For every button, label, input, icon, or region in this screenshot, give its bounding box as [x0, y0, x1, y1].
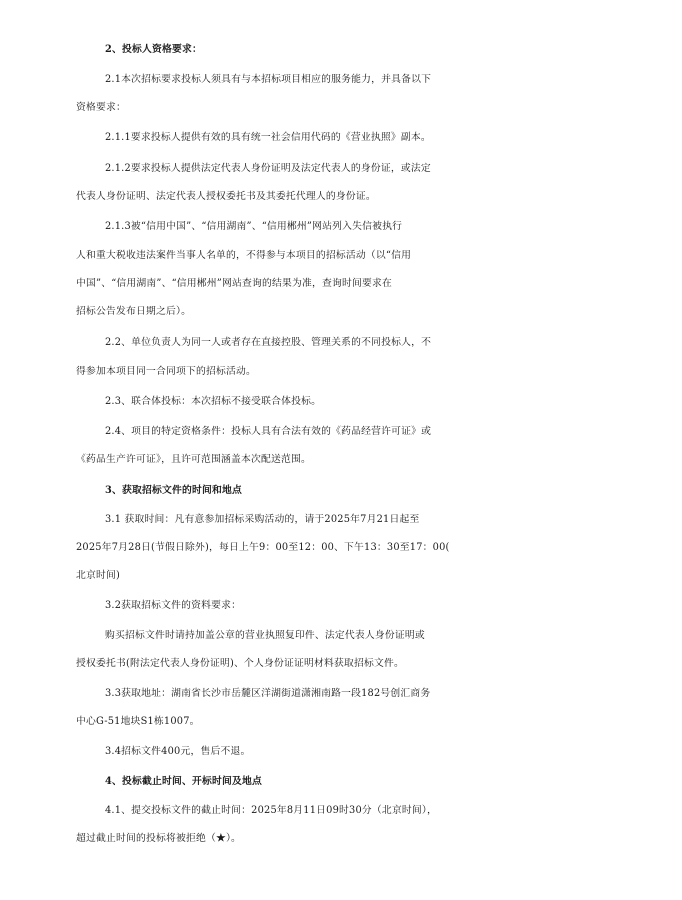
- text-line: 3.1 获取时间：凡有意参加招标采购活动的，请于2025年7月21日起至: [105, 514, 420, 525]
- text-line: 2.4、项目的特定资格条件：投标人具有合法有效的《药品经营许可证》或: [105, 426, 432, 437]
- text-line: 2.1.2要求投标人提供法定代表人身份证明及法定代表人的身份证，或法定: [105, 163, 431, 174]
- text-line: 2.3、联合体投标：本次招标不接受联合体投标。: [105, 396, 322, 407]
- text-line: 超过截止时间的投标将被拒绝（★）。: [76, 833, 242, 844]
- text-line: 2.1.3被“信用中国”、“信用湖南”、“信用郴州”网站列入失信被执行: [105, 221, 403, 232]
- text-line: 中心G-51地块S1栋1007。: [76, 716, 200, 727]
- text-line: 《药品生产许可证》，且许可范围涵盖本次配送范围。: [76, 454, 312, 465]
- text-line: 人和重大税收违法案件当事人名单的，不得参与本项目的招标活动（以“信用: [76, 250, 412, 261]
- section-heading-3: 3、获取招标文件的时间和地点: [105, 485, 242, 496]
- text-line: 2.1本次招标要求投标人须具有与本招标项目相应的服务能力，并具备以下: [105, 74, 432, 85]
- text-line: 3.3获取地址：湖南省长沙市岳麓区洋湖街道潇湘南路一段182号创汇商务: [105, 688, 431, 699]
- text-line: 中国”、“信用湖南”、“信用郴州”网站查询的结果为准，查询时间要求在: [76, 278, 392, 289]
- text-line: 2.1.1要求投标人提供有效的具有统一社会信用代码的《营业执照》副本。: [105, 132, 431, 143]
- text-line: 2025年7月28日(节假日除外)，每日上午9：00至12：00、下午13：30至17：00(: [76, 542, 450, 553]
- text-line: 2.2、单位负责人为同一人或者存在直接控股、管理关系的不同投标人，不: [105, 337, 432, 348]
- text-line: 授权委托书(附法定代表人身份证明)、个人身份证证明材料获取招标文件。: [76, 658, 404, 669]
- text-line: 3.4招标文件400元，售后不退。: [105, 746, 251, 757]
- section-heading-2: 2、投标人资格要求：: [105, 44, 202, 55]
- text-line: 北京时间): [76, 570, 121, 581]
- text-line: 3.2获取招标文件的资料要求：: [105, 600, 242, 611]
- text-line: 4.1、提交投标文件的截止时间：2025年8月11日09时30分（北京时间），: [105, 805, 437, 816]
- text-line: 得参加本项目同一合同项下的招标活动。: [76, 366, 256, 377]
- text-line: 招标公告发布日期之后）。: [76, 306, 192, 317]
- text-line: 代表人身份证明、法定代表人授权委托书及其委托代理人的身份证。: [76, 191, 376, 202]
- text-line: 资格要求：: [76, 102, 126, 113]
- text-line: 购买招标文件时请持加盖公章的营业执照复印件、法定代表人身份证明或: [105, 630, 425, 641]
- section-heading-4: 4、投标截止时间、开标时间及地点: [105, 776, 262, 787]
